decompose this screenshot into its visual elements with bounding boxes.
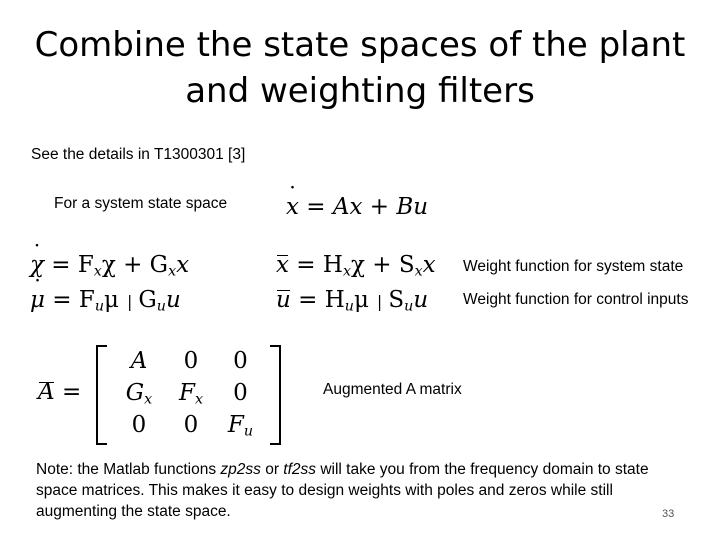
details-reference: See the details in T1300301 [3] [31,146,246,163]
zp2ss-function: zp2ss [220,461,261,478]
weight-state-label: Weight function for system state [463,258,684,275]
chi-dot-equation: ˙ $\chi = F_x\chi + G_xx$ [30,254,189,277]
weight-control-label: Weight function for control inputs [463,291,689,308]
matrix-cell: A [130,348,148,374]
matrix-cell: $F_u$ [227,412,254,440]
matrix-cell: 0 [233,380,248,406]
matrix-cell: 0 [183,348,199,374]
matrix-left-bracket [96,345,107,445]
title-line-2: and weighting filters [185,71,535,111]
system-state-space-label: For a system state space [54,195,228,212]
tf2ss-function: tf2ss [283,461,317,478]
title-line-1: Combine the state spaces of the plant [34,25,686,65]
state-equation: ˙ x = Ax + Bu [286,196,428,219]
a-bar-lhs: A = [38,379,82,405]
augmented-a-matrix [96,345,281,441]
matrix-cell: 0 [233,348,248,374]
state-equation-rhs: = Ax + Bu [306,194,429,220]
matlab-note: Note: the Matlab functions zp2ss or tf2ss will take you from the frequency domain to state space matrices. This makes it easy to design weights with poles and zeros while still augmenting the state space. [36,461,649,520]
slide-title [0,22,720,114]
matrix-cell: 0 [131,412,147,438]
page-number: 33 [662,508,675,520]
matrix-cell: 0 [183,412,199,438]
augmented-matrix-label: Augmented A matrix [323,381,462,398]
matrix-right-bracket [270,345,281,445]
matrix-cell: $G_x$ [125,380,153,408]
u-bar-equation: $u = H_u\mu$ | $S_uu$ [276,287,429,315]
mu-dot-equation: ˙ $\mu = F_u\mu$ | $G_uu$ [30,289,181,312]
x-bar-equation: $x = H_x\chi + S_xx$ [276,252,436,280]
matrix-cell: $F_x$ [178,380,203,408]
